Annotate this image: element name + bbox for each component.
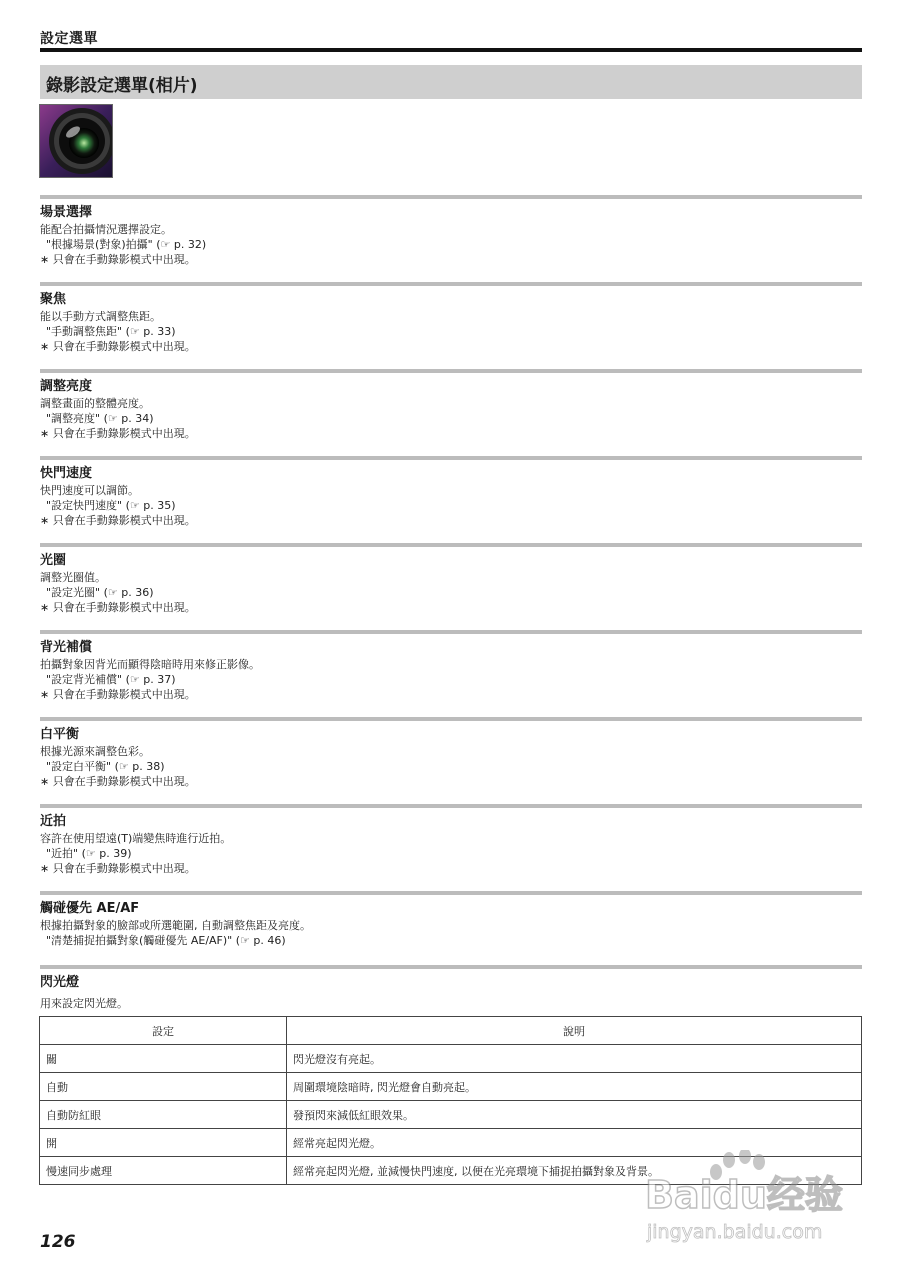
item-divider [40,543,862,547]
item-page-reference: "調整亮度" (☞ p. 34) [46,412,154,425]
watermark-url: jingyan.baidu.com [647,1221,823,1243]
item-page-reference: "近拍" (☞ p. 39) [46,847,132,860]
description-cell: 經常亮起閃光燈, 並減慢快門速度, 以便在光亮環境下捕捉拍攝對象及背景。 [287,1157,862,1185]
item-note: ∗ 只會在手動錄影模式中出現。 [40,427,196,440]
item-page-reference: "手動調整焦距" (☞ p. 33) [46,325,176,338]
item-divider [40,630,862,634]
item-note: ∗ 只會在手動錄影模式中出現。 [40,775,196,788]
item-title: 光圈 [40,553,67,568]
camera-lens-image [39,104,113,178]
item-divider [40,456,862,460]
item-note: ∗ 只會在手動錄影模式中出現。 [40,340,196,353]
setting-cell: 自動 [40,1073,287,1101]
header-divider [40,48,862,52]
item-title: 調整亮度 [40,379,93,394]
item-page-reference: "設定光圈" (☞ p. 36) [46,586,154,599]
setting-item-flash [40,965,862,1011]
item-divider [40,891,862,895]
table-row [40,1101,862,1129]
table-header-row [40,1017,862,1045]
item-description: 拍攝對象因背光而顯得陰暗時用來修正影像。 [40,658,260,671]
item-page-reference: "設定快門速度" (☞ p. 35) [46,499,176,512]
column-header-setting: 設定 [40,1017,287,1045]
setting-item-backlight [40,630,862,702]
item-page-reference: "設定白平衡" (☞ p. 38) [46,760,165,773]
setting-item-aperture [40,543,862,615]
page-header-title: 設定選單 [40,31,98,47]
item-page-reference: "清楚捕捉拍攝對象(觸碰優先 AE/AF)" (☞ p. 46) [46,934,286,947]
item-title: 聚焦 [40,292,67,307]
item-note: ∗ 只會在手動錄影模式中出現。 [40,601,196,614]
item-divider [40,804,862,808]
watermark-brand: Baidu经验 [645,1173,843,1217]
item-page-reference: "設定背光補償" (☞ p. 37) [46,673,176,686]
page-number: 126 [40,1232,76,1252]
description-cell: 經常亮起閃光燈。 [287,1129,862,1157]
item-description: 快門速度可以調節。 [40,484,139,497]
item-title: 白平衡 [40,727,80,742]
item-title: 觸碰優先 AE/AF [40,901,140,916]
item-note: ∗ 只會在手動錄影模式中出現。 [40,862,196,875]
setting-item-white-balance [40,717,862,789]
description-cell: 周圍環境陰暗時, 閃光燈會自動亮起。 [287,1073,862,1101]
section-title: 錄影設定選單(相片) [46,76,198,96]
item-description: 根據光源來調整色彩。 [40,745,150,758]
item-title: 場景選擇 [40,205,93,220]
baidu-jingyan-watermark [643,1150,858,1245]
item-description: 用來設定閃光燈。 [40,997,128,1010]
setting-item-scene [40,195,862,267]
setting-item-tele-macro [40,804,862,876]
setting-cell: 開 [40,1129,287,1157]
item-divider [40,965,862,969]
item-description: 調整畫面的整體亮度。 [40,397,150,410]
camera-lens-icon [40,105,112,177]
setting-item-focus [40,282,862,354]
item-page-reference: "根據場景(對象)拍攝" (☞ p. 32) [46,238,207,251]
setting-cell: 關 [40,1045,287,1073]
description-cell: 閃光燈沒有亮起。 [287,1045,862,1073]
item-note: ∗ 只會在手動錄影模式中出現。 [40,688,196,701]
setting-cell: 自動防紅眼 [40,1101,287,1129]
setting-item-touch-priority [40,891,862,948]
item-title: 快門速度 [40,466,93,481]
item-divider [40,717,862,721]
item-title: 近拍 [40,814,67,829]
item-divider [40,282,862,286]
item-description: 根據拍攝對象的臉部或所選範圍, 自動調整焦距及亮度。 [40,919,311,932]
description-cell: 發預閃來減低紅眼效果。 [287,1101,862,1129]
item-note: ∗ 只會在手動錄影模式中出現。 [40,253,196,266]
item-divider [40,195,862,199]
item-title: 閃光燈 [40,975,80,990]
item-note: ∗ 只會在手動錄影模式中出現。 [40,514,196,527]
item-description: 能配合拍攝情況選擇設定。 [40,223,172,236]
item-description: 容許在使用望遠(T)端變焦時進行近拍。 [40,832,232,845]
table-row [40,1073,862,1101]
section-banner [40,65,862,99]
item-divider [40,369,862,373]
table-row [40,1045,862,1073]
setting-item-brightness [40,369,862,441]
item-description: 能以手動方式調整焦距。 [40,310,161,323]
setting-item-shutter-speed [40,456,862,528]
item-description: 調整光圈值。 [40,571,106,584]
item-title: 背光補償 [40,640,93,655]
column-header-description: 說明 [287,1017,862,1045]
setting-cell: 慢速同步處理 [40,1157,287,1185]
